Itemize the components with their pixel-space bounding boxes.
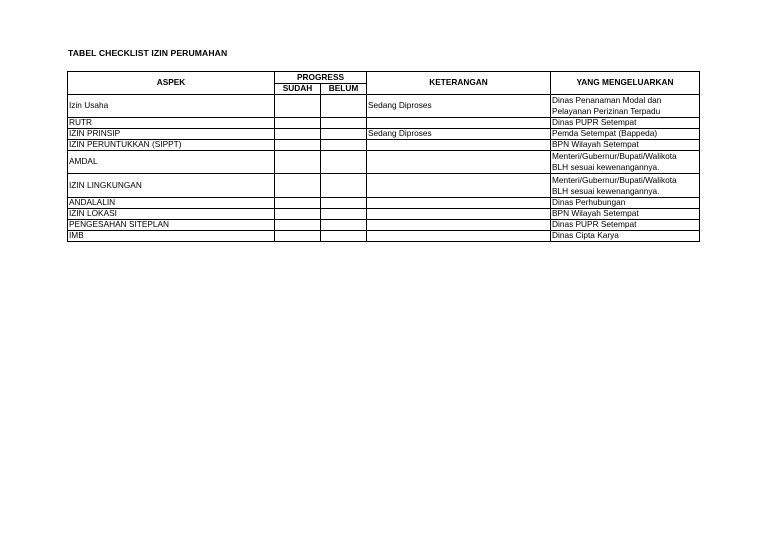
issuer-line: Pelayanan Perizinan Terpadu [552, 106, 661, 116]
table-row [68, 129, 700, 140]
cell-sudah [275, 151, 321, 174]
cell-belum [321, 151, 367, 174]
cell-belum [321, 95, 367, 118]
cell-yang-mengeluarkan: BPN Wilayah Setempat [551, 209, 700, 220]
cell-sudah [275, 231, 321, 242]
table-row [68, 209, 700, 220]
cell-belum [321, 209, 367, 220]
cell-sudah [275, 95, 321, 118]
cell-sudah [275, 209, 321, 220]
cell-aspek: IMB [68, 231, 275, 242]
table-row [68, 95, 700, 118]
cell-yang-mengeluarkan [551, 151, 700, 174]
table-row [68, 220, 700, 231]
cell-aspek: Izin Usaha [68, 95, 275, 118]
cell-aspek: IZIN LOKASI [68, 209, 275, 220]
cell-sudah [275, 129, 321, 140]
cell-aspek: RUTR [68, 118, 275, 129]
cell-sudah [275, 140, 321, 151]
cell-yang-mengeluarkan: Dinas PUPR Setempat [551, 118, 700, 129]
cell-aspek: IZIN PERUNTUKKAN (SIPPT) [68, 140, 275, 151]
checklist-table [67, 71, 700, 242]
header-belum: BELUM [321, 84, 367, 95]
cell-sudah [275, 220, 321, 231]
cell-keterangan [367, 140, 551, 151]
table-row [68, 231, 700, 242]
cell-sudah [275, 198, 321, 209]
cell-yang-mengeluarkan [551, 174, 700, 198]
issuer-line: Menteri/Gubernur/Bupati/Walikota [552, 174, 677, 185]
cell-belum [321, 140, 367, 151]
cell-keterangan [367, 231, 551, 242]
table-row [68, 140, 700, 151]
table-row [68, 151, 700, 174]
cell-aspek: IZIN LINGKUNGAN [68, 174, 275, 198]
cell-sudah [275, 118, 321, 129]
cell-aspek: PENGESAHAN SITEPLAN [68, 220, 275, 231]
cell-keterangan [367, 220, 551, 231]
cell-keterangan [367, 198, 551, 209]
cell-keterangan: Sedang Diproses [367, 95, 551, 118]
cell-belum [321, 231, 367, 242]
issuer-line: BLH sesuai kewenangannya. [552, 162, 660, 172]
cell-keterangan [367, 151, 551, 174]
header-progress: PROGRESS [275, 72, 367, 84]
cell-belum [321, 220, 367, 231]
cell-keterangan [367, 118, 551, 129]
cell-belum [321, 174, 367, 198]
issuer-line: BLH sesuai kewenangannya. [552, 185, 660, 196]
issuer-line: Dinas Penanaman Modal dan [552, 95, 662, 105]
cell-yang-mengeluarkan: Dinas Cipta Karya [551, 231, 700, 242]
table-row [68, 174, 700, 198]
cell-belum [321, 118, 367, 129]
cell-sudah [275, 174, 321, 198]
header-aspek: ASPEK [68, 72, 275, 95]
cell-keterangan [367, 209, 551, 220]
cell-yang-mengeluarkan: Dinas Perhubungan [551, 198, 700, 209]
table-body [68, 95, 700, 242]
issuer-line: Menteri/Gubernur/Bupati/Walikota [552, 151, 677, 161]
document-title: TABEL CHECKLIST IZIN PERUMAHAN [68, 48, 228, 58]
cell-belum [321, 129, 367, 140]
cell-keterangan [367, 174, 551, 198]
table-row [68, 198, 700, 209]
header-keterangan: KETERANGAN [367, 72, 551, 95]
header-sudah: SUDAH [275, 84, 321, 95]
table-header [68, 72, 700, 95]
cell-yang-mengeluarkan: Dinas PUPR Setempat [551, 220, 700, 231]
cell-aspek: AMDAL [68, 151, 275, 174]
cell-keterangan: Sedang Diproses [367, 129, 551, 140]
header-yang-mengeluarkan: YANG MENGELUARKAN [551, 72, 700, 95]
cell-yang-mengeluarkan: Pemda Setempat (Bappeda) [551, 129, 700, 140]
cell-aspek: IZIN PRINSIP [68, 129, 275, 140]
cell-belum [321, 198, 367, 209]
cell-yang-mengeluarkan: BPN Wilayah Setempat [551, 140, 700, 151]
cell-aspek: ANDALALIN [68, 198, 275, 209]
table-row [68, 118, 700, 129]
cell-yang-mengeluarkan [551, 95, 700, 118]
